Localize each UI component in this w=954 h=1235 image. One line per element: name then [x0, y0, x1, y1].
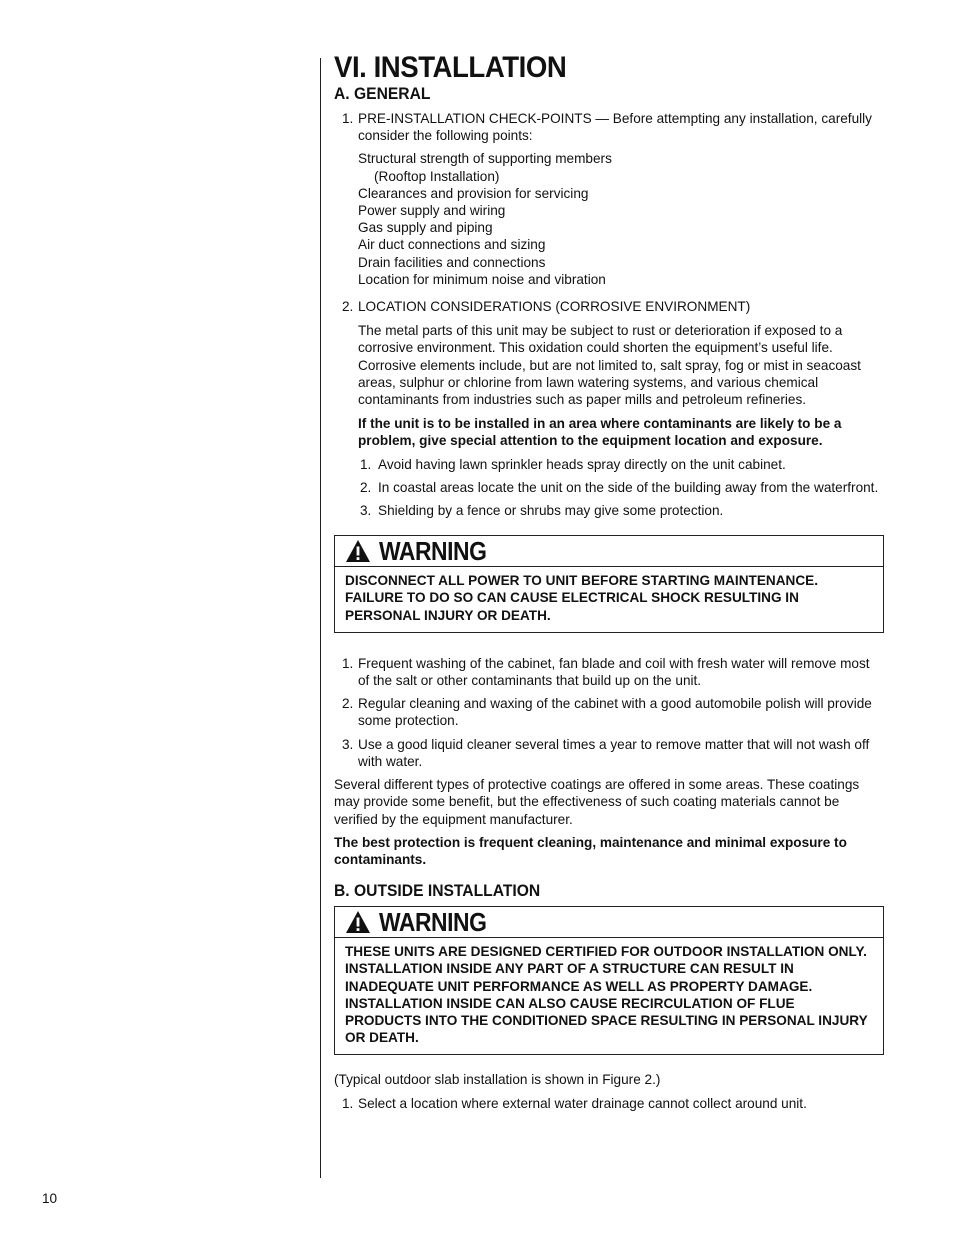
coatings-paragraph: Several different types of protective coatings are offered in some areas. These coatings may provide some benefit, but the effectiveness of such coating materials cannot be verified by the equipment manufacturer. [334, 777, 860, 827]
warning-triangle-icon [345, 539, 371, 563]
list-item [334, 479, 884, 496]
check-points [334, 150, 884, 288]
item-text: In coastal areas locate the unit on the side of the building away from the waterfront. [378, 479, 879, 495]
item-number: 2. [360, 479, 372, 495]
warning-text: THESE UNITS ARE DESIGNED CERTIFIED FOR OUTDOOR INSTALLATION ONLY. INSTALLATION INSIDE ANY PART OF A STRUCTURE CAN RESULT IN INADEQUATE UNIT PERFORMANCE AS WELL AS PROPERTY DAMAGE. INSTALLATION INSIDE CAN ALSO CAUSE RECIRCULATION OF FLUE PRODUCTS INTO THE CONDITIONED SPACE RESULTING IN PERSONAL INJURY OR DEATH. [345, 944, 868, 1046]
item-number: 3. [360, 503, 372, 519]
warning-box-maintenance [334, 535, 884, 633]
item-number: 2. [342, 696, 354, 712]
exposure-list [334, 456, 884, 520]
check-point: Location for minimum noise and vibration [358, 271, 606, 287]
page-number: 10 [42, 1191, 58, 1206]
item-number: 3. [342, 736, 354, 752]
item-text: Select a location where external water drainage cannot collect around unit. [358, 1095, 807, 1111]
list-item [334, 502, 884, 519]
item-text: LOCATION CONSIDERATIONS (CORROSIVE ENVIRONMENT) [358, 299, 751, 315]
section-b-heading: B. OUTSIDE INSTALLATION [334, 881, 541, 901]
list-item [334, 655, 884, 689]
outside-list [334, 1095, 884, 1112]
warning-triangle-icon [345, 910, 371, 934]
section-a-heading: A. GENERAL [334, 84, 431, 103]
item-number: 1. [342, 1095, 354, 1111]
check-point: Drain facilities and connections [358, 254, 546, 270]
item-text: Use a good liquid cleaner several times a year to remove matter that will not wash off with water. [358, 736, 870, 769]
warning-title: WARNING [379, 907, 487, 938]
list-item [334, 298, 884, 315]
warning-box-outdoor [334, 906, 884, 1055]
item-number: 2. [342, 299, 354, 315]
check-point: Structural strength of supporting members [358, 151, 612, 167]
item-number: 1. [342, 655, 354, 671]
check-point: Clearances and provision for servicing [358, 185, 589, 201]
check-point: Gas supply and piping [358, 220, 493, 236]
list-item [334, 736, 884, 770]
item-text: Shielding by a fence or shrubs may give some protection. [378, 503, 724, 519]
check-point: Air duct connections and sizing [358, 237, 546, 253]
check-point: (Rooftop Installation) [374, 168, 500, 184]
item-text: Avoid having lawn sprinkler heads spray directly on the unit cabinet. [378, 456, 786, 472]
page-title: VI. INSTALLATION [334, 51, 567, 84]
general-list-2 [334, 298, 884, 315]
item-text: PRE-INSTALLATION CHECK-POINTS — Before attempting any installation, carefully consider the following points: [358, 111, 872, 144]
maintenance-list [334, 655, 884, 770]
item-text: Regular cleaning and waxing of the cabinet with a good automobile polish will provide some protection. [358, 696, 872, 729]
corrosion-note: If the unit is to be installed in an area where contaminants are likely to be a problem, give special attention to the equipment location and exposure. [358, 416, 842, 449]
list-item [334, 1095, 884, 1112]
warning-header [335, 907, 883, 938]
figure-note: (Typical outdoor slab installation is shown in Figure 2.) [334, 1072, 661, 1088]
list-item [334, 695, 884, 729]
corrosion-paragraph: The metal parts of this unit may be subject to rust or deterioration if exposed to a corrosive environment. This oxidation could shorten the equipment’s useful life. Corrosive elements include, but are not limited to, salt spray, fog or mist in seacoast areas, sulphur or chlorine from lawn watering systems, and various chemical contaminants from industries such as paper mills and petroleum refineries. [358, 323, 861, 408]
item-text: Frequent washing of the cabinet, fan blade and coil with fresh water will remove most of the salt or other contaminants that build up on the unit. [358, 655, 870, 689]
main-column [334, 52, 884, 1112]
corrosion-details [334, 322, 884, 449]
item-number: 1. [342, 111, 354, 126]
warning-text: DISCONNECT ALL POWER TO UNIT BEFORE STARTING MAINTENANCE. FAILURE TO DO SO CAN CAUSE ELECTRICAL SHOCK RESULTING IN PERSONAL INJURY OR DEATH. [345, 573, 819, 623]
list-item [334, 456, 884, 473]
general-list [334, 110, 884, 144]
best-protection-note: The best protection is frequent cleaning, maintenance and minimal exposure to contaminants. [334, 834, 847, 867]
check-point: Power supply and wiring [358, 203, 506, 219]
list-item [334, 110, 884, 144]
warning-header [335, 536, 883, 567]
column-divider [320, 58, 321, 1178]
item-number: 1. [360, 456, 372, 472]
warning-title: WARNING [379, 536, 487, 567]
